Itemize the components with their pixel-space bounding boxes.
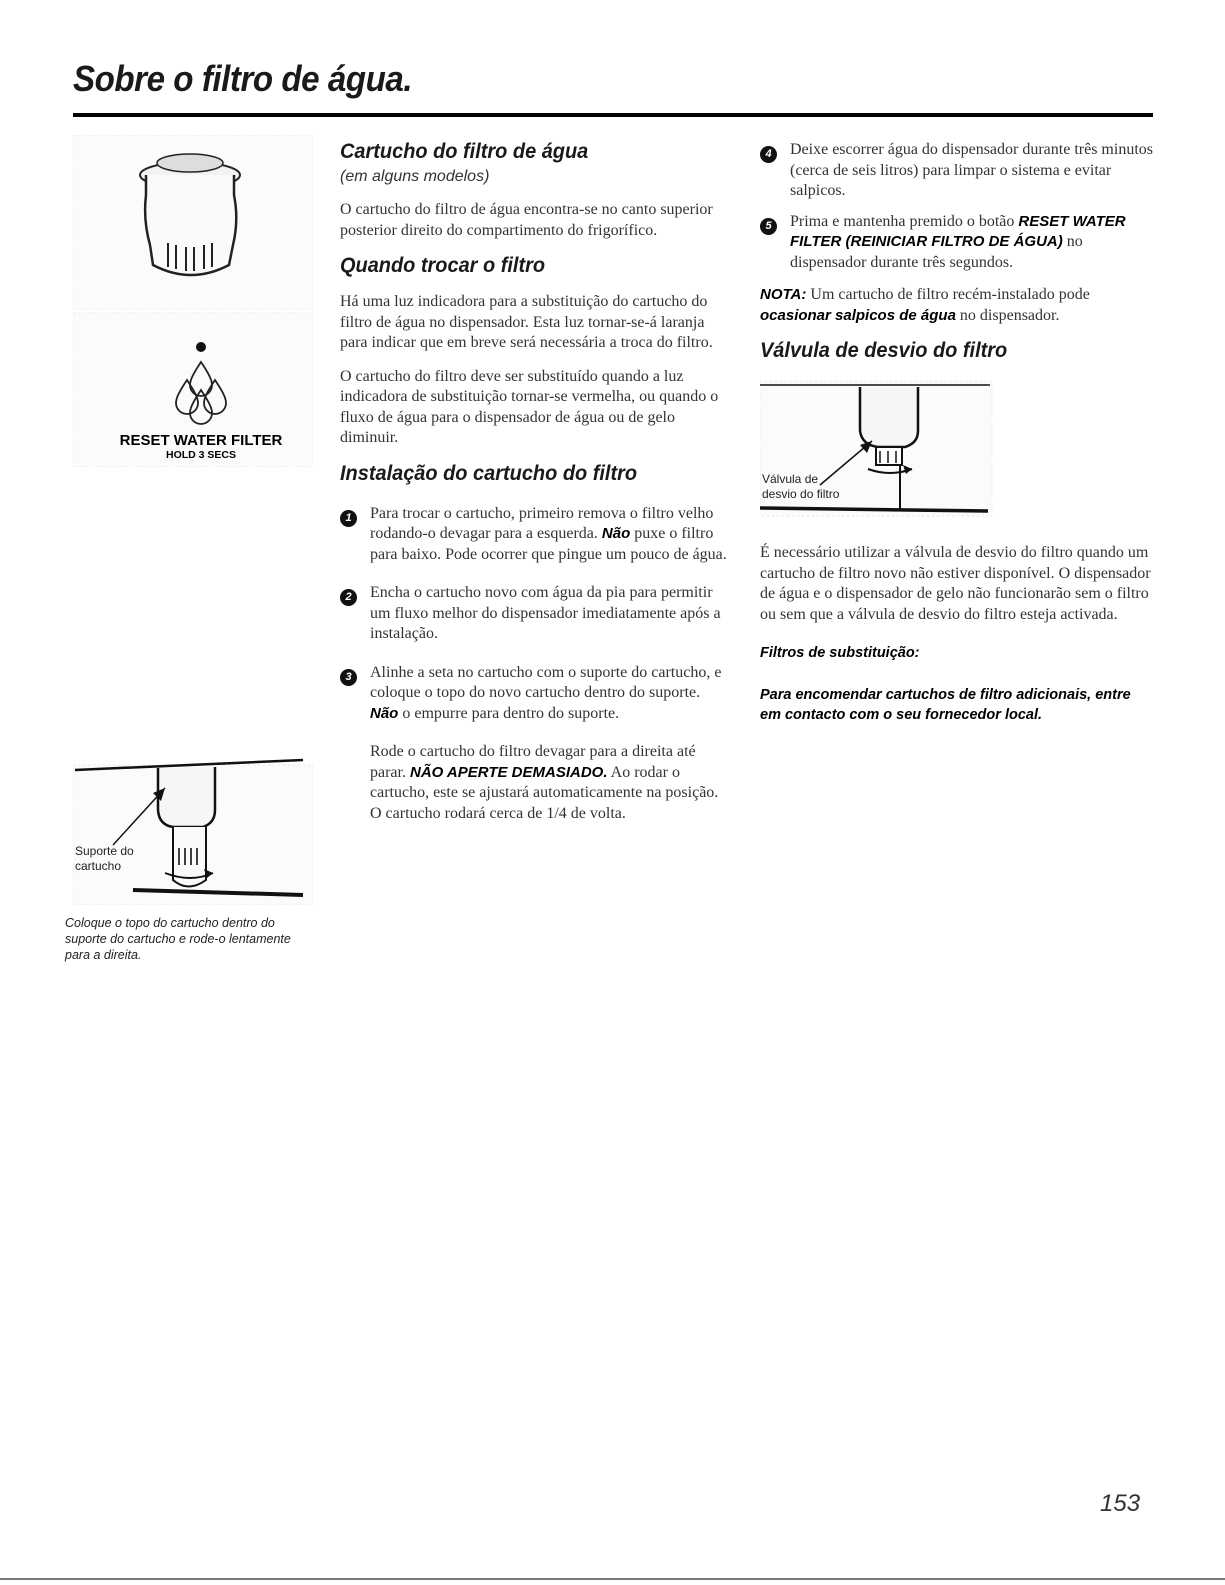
when-to-change-heading: Quando trocar o filtro [340, 254, 546, 277]
holder-label-line1: Suporte do [75, 844, 134, 858]
step-3-number-icon: 3 [340, 669, 357, 686]
install-step-3 [340, 663, 730, 725]
step-2-number-icon: 2 [340, 589, 357, 606]
holder-label-line2: cartucho [75, 859, 122, 873]
cartridge-heading: Cartucho do filtro de água [340, 140, 589, 163]
step-5-text: Prima e mantenha premido o botão RESET WATER FILTER (REINICIAR FILTRO DE ÁGUA) no dispensador durante três segundos. [790, 212, 1126, 271]
hold-3-secs-label: HOLD 3 SECS [165, 449, 237, 461]
right-column [760, 140, 1155, 747]
step-3-text: Alinhe a seta no cartucho com o suporte do cartucho, e coloque o topo do novo cartucho dentro do suporte. Não o empurre para dentro do suporte. [370, 663, 722, 722]
middle-column [340, 140, 730, 837]
installation-heading: Instalação do cartucho do filtro [340, 461, 638, 485]
step-4-number-icon: 4 [760, 146, 777, 163]
figure-caption: Coloque o topo do cartucho dentro do suporte do cartucho e rode-o lentamente para a direita. [65, 916, 291, 962]
when-paragraph-2: O cartucho do filtro deve ser substituído quando a luz indicadora de substituição tornar-se vermelha, ou quando o fluxo de água para o dispensador de água ou de gelo diminuir. [340, 367, 719, 446]
valve-label-line1: Válvula de [762, 472, 819, 486]
rotate-paragraph: Rode o cartucho do filtro devagar para a direita até parar. NÃO APERTE DEMASIADO. Ao rodar o cartucho, este se ajustará automaticamente na posição. O cartucho rodará cerca de 1/4 de volta. [370, 743, 719, 822]
filter-cartridge-illustration [73, 135, 313, 310]
reset-water-filter-label: RESET WATER FILTER [119, 432, 283, 449]
valve-label-line2: desvio do filtro [762, 487, 840, 501]
cartridge-paragraph: O cartucho do filtro de água encontra-se no canto superior posterior direito do compartimento do frigorífico. [340, 201, 713, 239]
indicator-light-icon [196, 342, 206, 352]
reset-water-filter-button-illustration [73, 312, 313, 467]
when-paragraph-1: Há uma luz indicadora para a substituição do cartucho do filtro de água no dispensador. Esta luz tornar-se-á laranja para indicar que em breve será necessária a troca do filtro. [340, 293, 713, 351]
order-cartridges-text: Para encomendar cartuchos de filtro adicionais, entre em contacto com o seu fornecedor local. [760, 687, 1131, 723]
install-step-4 [760, 140, 1155, 202]
step-4-text: Deixe escorrer água do dispensador durante três minutos (cerca de seis litros) para limpar o sistema e evitar salpicos. [790, 141, 1153, 199]
page-number: 153 [1100, 1490, 1141, 1517]
step-5-number-icon: 5 [760, 218, 777, 235]
cartridge-subheading: (em alguns modelos) [340, 168, 490, 185]
bypass-valve-paragraph: É necessário utilizar a válvula de desvio do filtro quando um cartucho de filtro novo não estiver disponível. O dispensador de água e o dispensador de gelo não funcionarão sem o filtro ou sem que a válvula de desvio do filtro esteja activada. [760, 544, 1151, 623]
title-rule [73, 113, 1153, 117]
install-step-2 [340, 583, 730, 645]
step-1-text: Para trocar o cartucho, primeiro remova o filtro velho rodando-o devagar para a esquerda. Não puxe o filtro para baixo. Pode ocorrer que pingue um pouco de água. [370, 504, 727, 563]
note-paragraph: NOTA: Um cartucho de filtro recém-instalado pode ocasionar salpicos de água no dispensador. [760, 286, 1090, 324]
replacement-filters-label: Filtros de substituição: [760, 645, 920, 661]
step-2-text: Encha o cartucho novo com água da pia para permitir um fluxo melhor do dispensador imediatamente após a instalação. [370, 584, 721, 642]
bypass-valve-heading: Válvula de desvio do filtro [760, 339, 1008, 362]
install-step-1 [340, 504, 730, 566]
bypass-valve-illustration [760, 373, 1000, 523]
bottom-rule [0, 1578, 1225, 1580]
cartridge-holder-illustration [73, 755, 313, 905]
step-1-number-icon: 1 [340, 510, 357, 527]
page-title: Sobre o filtro de água. [73, 58, 413, 99]
install-step-5 [760, 212, 1155, 274]
